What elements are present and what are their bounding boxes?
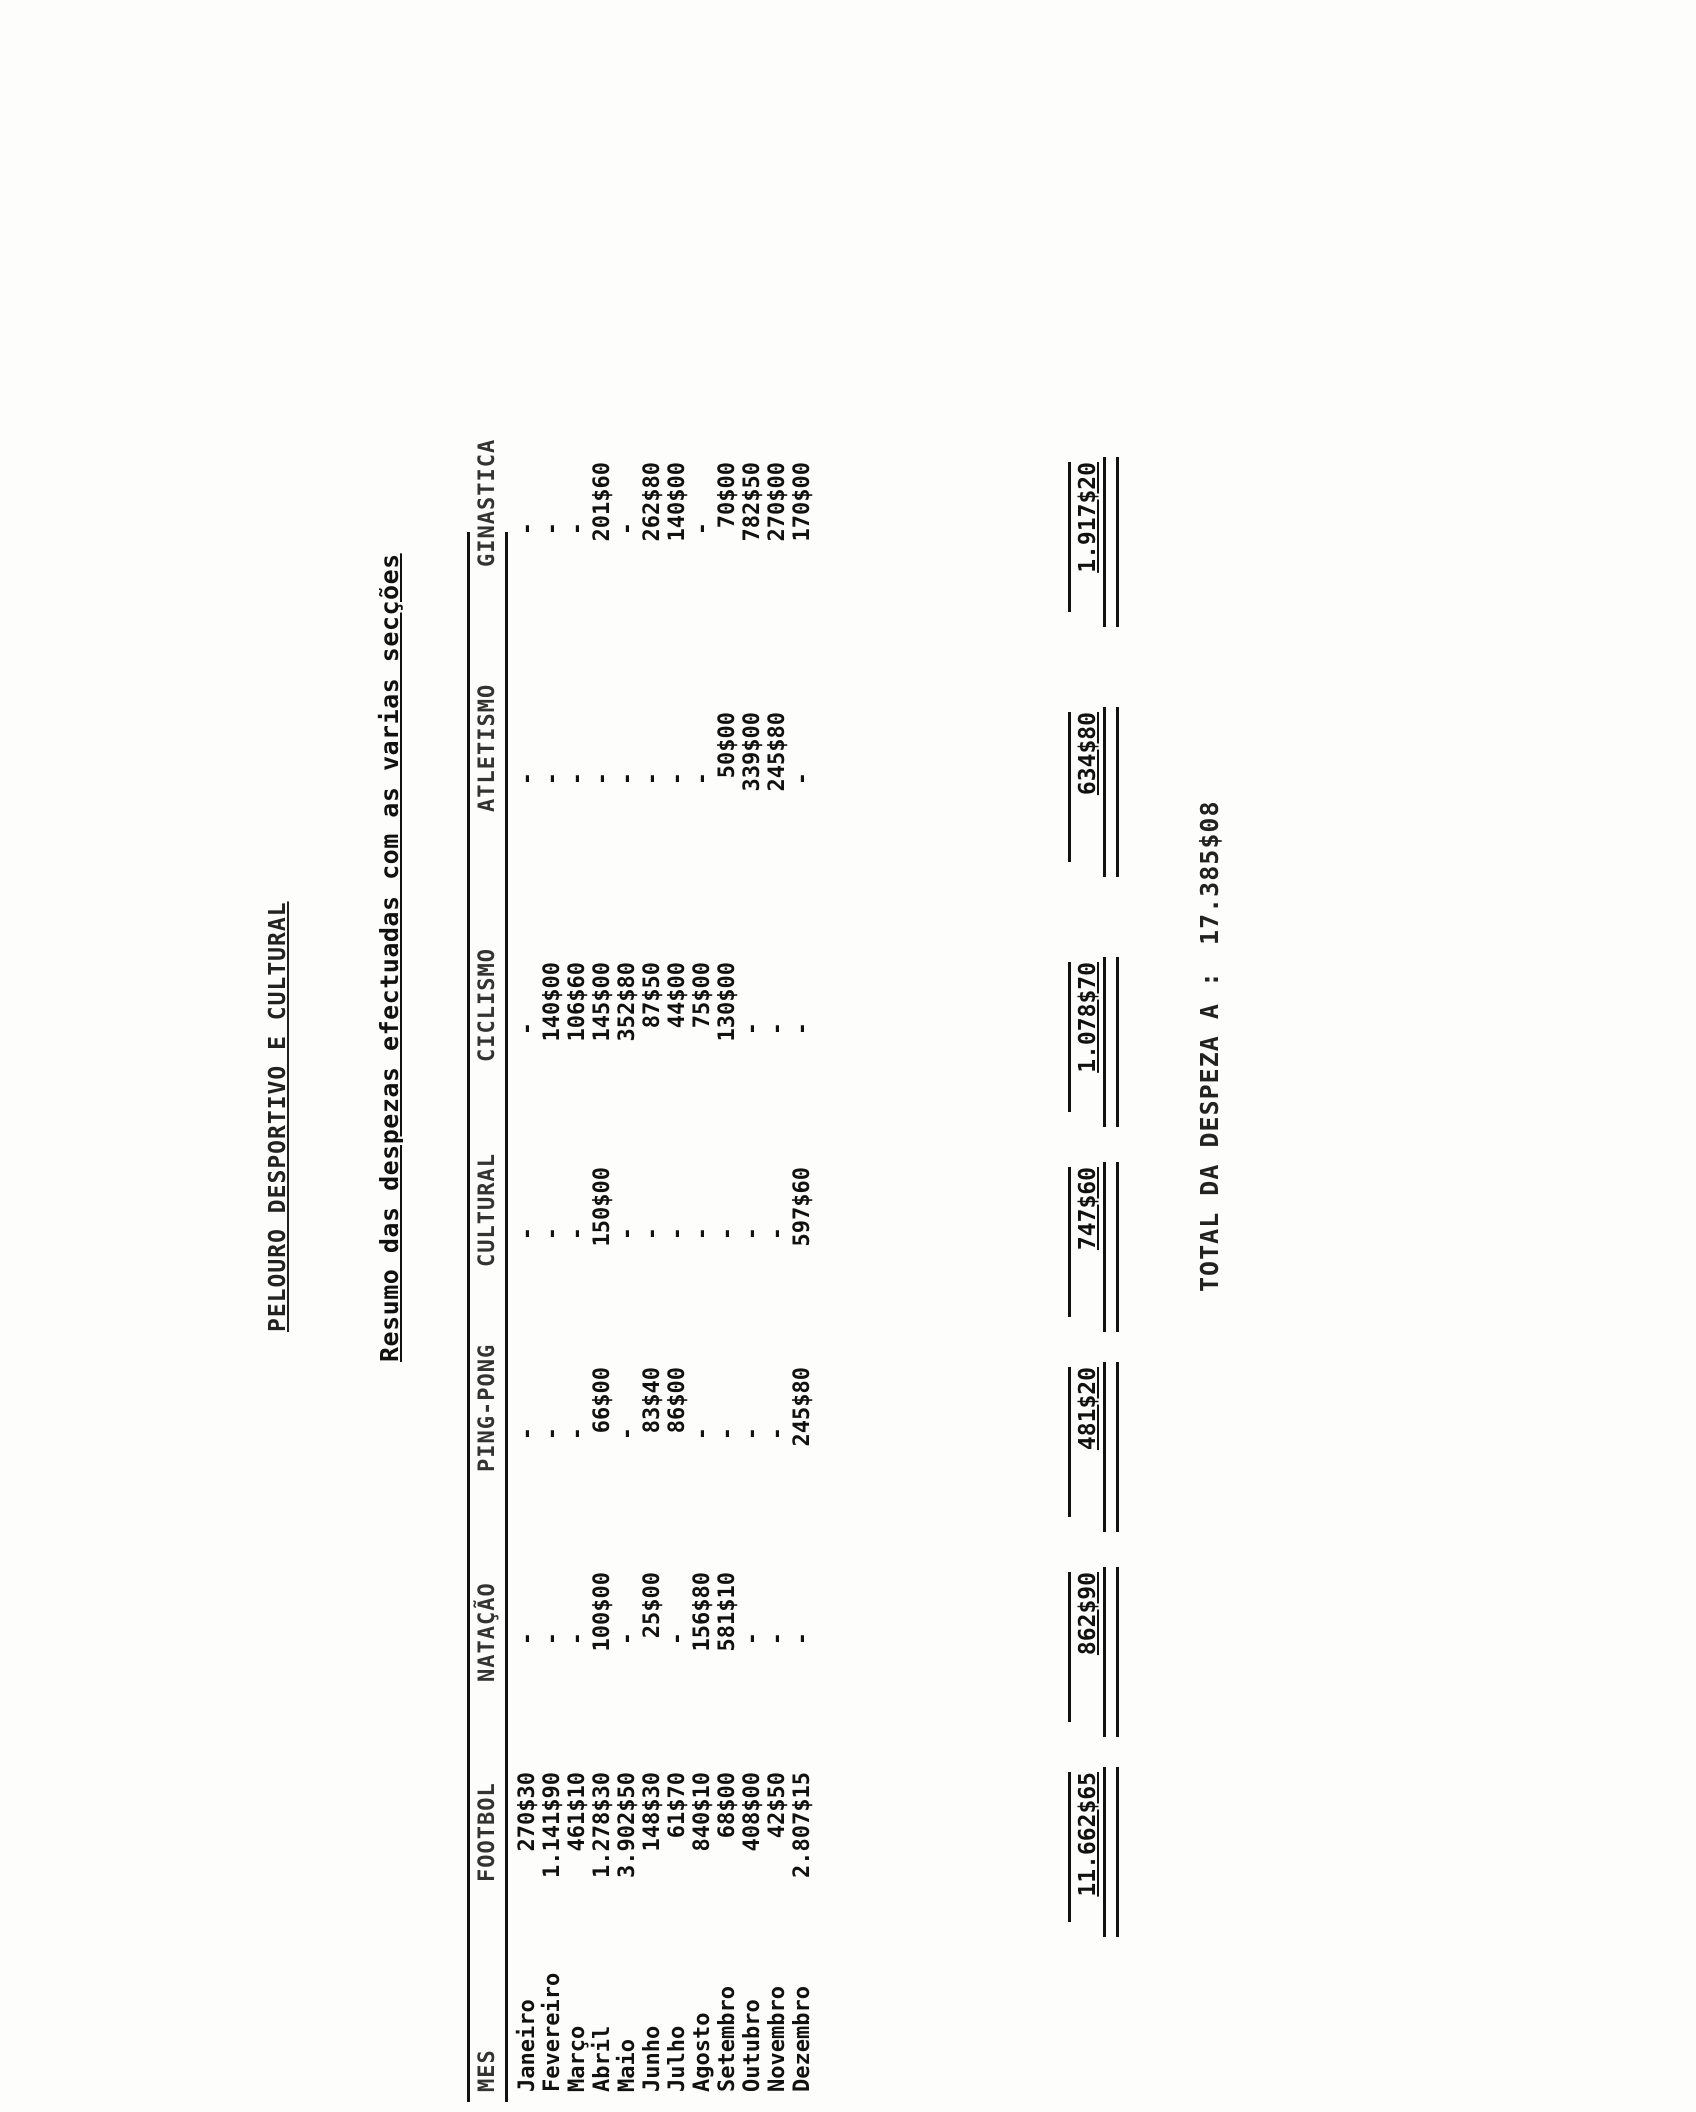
table-cell: -: [540, 1632, 565, 1646]
table-cell: -: [715, 1427, 740, 1441]
column-header: CULTURAL: [475, 1153, 500, 1267]
table-cell: -: [740, 1227, 765, 1241]
column-header: ATLETISMO: [475, 683, 500, 812]
table-cell: -: [790, 1632, 815, 1646]
table-cell: 86$00: [665, 1367, 690, 1434]
month-label: Novembro: [765, 1986, 790, 2092]
table-cell: -: [665, 1227, 690, 1241]
table-cell: 581$10: [715, 1572, 740, 1652]
table-cell: 245$80: [790, 1367, 815, 1447]
subtotal-rule: [1068, 1572, 1071, 1722]
table-cell: -: [740, 1632, 765, 1646]
table-cell: -: [540, 1427, 565, 1441]
table-cell: -: [740, 1022, 765, 1036]
table-cell: 245$80: [765, 712, 790, 792]
column-total: 1.917$20: [1075, 462, 1101, 573]
document-subtitle: Resumo das despezas efectuadas com as varias secções: [375, 553, 404, 1362]
table-cell: 50$00: [715, 712, 740, 779]
table-cell: 270$00: [765, 462, 790, 542]
table-cell: -: [690, 772, 715, 786]
subtotal-rule: [1068, 1167, 1071, 1317]
table-cell: -: [740, 1427, 765, 1441]
table-cell: 270$30: [515, 1772, 540, 1852]
column-header: MES: [475, 2049, 500, 2092]
table-cell: 1.278$30: [590, 1772, 615, 1878]
table-cell: -: [615, 772, 640, 786]
table-cell: 61$70: [665, 1772, 690, 1839]
table-cell: -: [765, 1227, 790, 1241]
month-label: Abril: [590, 2025, 615, 2092]
table-cell: -: [615, 1632, 640, 1646]
subtotal-rule: [1068, 1367, 1071, 1517]
table-cell: 145$00: [590, 962, 615, 1042]
month-label: Setembro: [715, 1986, 740, 2092]
table-cell: 461$10: [565, 1772, 590, 1852]
table-cell: -: [765, 1632, 790, 1646]
subtotal-rule: [1068, 962, 1071, 1112]
column-total: 747$60: [1075, 1167, 1101, 1251]
column-total: 481$20: [1075, 1367, 1101, 1451]
table-cell: 106$60: [565, 962, 590, 1042]
table-cell: 408$00: [740, 1772, 765, 1852]
column-total: 11.662$65: [1075, 1772, 1101, 1897]
table-cell: 70$00: [715, 462, 740, 529]
table-cell: 352$80: [615, 962, 640, 1042]
table-cell: -: [565, 522, 590, 536]
table-cell: -: [690, 522, 715, 536]
table-cell: -: [540, 522, 565, 536]
table-cell: 100$00: [590, 1572, 615, 1652]
table-cell: 140$00: [665, 462, 690, 542]
month-label: Junho: [640, 2025, 665, 2092]
document-title: PELOURO DESPORTIVO E CULTURAL: [265, 901, 291, 1332]
table-cell: -: [765, 1022, 790, 1036]
month-label: Outubro: [740, 1999, 765, 2092]
month-label: Julho: [665, 2025, 690, 2092]
table-cell: -: [565, 1632, 590, 1646]
table-cell: 3.902$50: [615, 1772, 640, 1878]
table-cell: -: [515, 1022, 540, 1036]
table-cell: 201$60: [590, 462, 615, 542]
total-double-rule: [1103, 1162, 1119, 1332]
table-cell: 75$00: [690, 962, 715, 1029]
subtotal-rule: [1068, 712, 1071, 862]
subtotal-rule: [1068, 1772, 1071, 1922]
table-cell: 140$00: [540, 962, 565, 1042]
total-double-rule: [1103, 457, 1119, 627]
table-cell: -: [640, 1227, 665, 1241]
grand-total: [1195, 801, 1224, 1293]
table-cell: -: [790, 772, 815, 786]
table-cell: 66$00: [590, 1367, 615, 1434]
table-cell: 68$00: [715, 1772, 740, 1839]
table-cell: 2.807$15: [790, 1772, 815, 1878]
table-cell: -: [515, 1632, 540, 1646]
table-cell: -: [690, 1427, 715, 1441]
total-double-rule: [1103, 1362, 1119, 1532]
month-label: Fevereiro: [540, 1972, 565, 2092]
table-cell: 1.141$90: [540, 1772, 565, 1878]
table-cell: -: [690, 1227, 715, 1241]
table-cell: -: [515, 522, 540, 536]
column-total: 634$80: [1075, 712, 1101, 796]
table-cell: -: [765, 1427, 790, 1441]
header-top-rule: [467, 532, 470, 2102]
table-cell: -: [590, 772, 615, 786]
grand-total-label: TOTAL DA DESPEZA A :: [1195, 970, 1224, 1292]
column-header: FOOTBOL: [475, 1782, 500, 1882]
table-cell: 150$00: [590, 1167, 615, 1247]
table-cell: -: [515, 772, 540, 786]
table-cell: -: [540, 1227, 565, 1241]
table-cell: 782$50: [740, 462, 765, 542]
table-cell: 339$00: [740, 712, 765, 792]
total-double-rule: [1103, 957, 1119, 1127]
table-cell: -: [540, 772, 565, 786]
table-cell: 262$80: [640, 462, 665, 542]
total-double-rule: [1103, 1567, 1119, 1737]
table-cell: -: [640, 772, 665, 786]
table-cell: 25$00: [640, 1572, 665, 1639]
table-cell: 170$00: [790, 462, 815, 542]
month-label: Março: [565, 2025, 590, 2092]
column-header: CICLISMO: [475, 948, 500, 1062]
table-cell: -: [790, 1022, 815, 1036]
table-cell: 130$00: [715, 962, 740, 1042]
grand-total-value: 17.385$08: [1195, 800, 1224, 945]
column-header: PING-PONG: [475, 1343, 500, 1472]
subtotal-rule: [1068, 462, 1071, 612]
table-cell: 83$40: [640, 1367, 665, 1434]
month-label: Maio: [615, 2039, 640, 2092]
month-label: Janeiro: [515, 1999, 540, 2092]
table-cell: -: [515, 1227, 540, 1241]
table-cell: -: [565, 1427, 590, 1441]
table-cell: -: [565, 772, 590, 786]
table-cell: -: [565, 1227, 590, 1241]
column-total: 1.078$70: [1075, 962, 1101, 1073]
table-cell: -: [615, 1427, 640, 1441]
table-cell: 840$10: [690, 1772, 715, 1852]
table-cell: 87$50: [640, 962, 665, 1029]
column-header: NATAÇÃO: [475, 1582, 500, 1682]
column-header: GINASTICA: [475, 438, 500, 567]
table-cell: 148$30: [640, 1772, 665, 1852]
month-label: Dezembro: [790, 1986, 815, 2092]
header-bottom-rule: [505, 532, 508, 2102]
table-cell: -: [615, 522, 640, 536]
month-label: Agosto: [690, 2012, 715, 2092]
table-cell: 44$00: [665, 962, 690, 1029]
column-total: 862$90: [1075, 1572, 1101, 1656]
total-double-rule: [1103, 707, 1119, 877]
table-cell: -: [515, 1427, 540, 1441]
table-cell: -: [665, 772, 690, 786]
table-cell: -: [715, 1227, 740, 1241]
table-cell: 597$60: [790, 1167, 815, 1247]
total-double-rule: [1103, 1767, 1119, 1937]
table-cell: 42$50: [765, 1772, 790, 1839]
table-cell: 156$80: [690, 1572, 715, 1652]
table-cell: -: [665, 1632, 690, 1646]
table-cell: -: [615, 1227, 640, 1241]
